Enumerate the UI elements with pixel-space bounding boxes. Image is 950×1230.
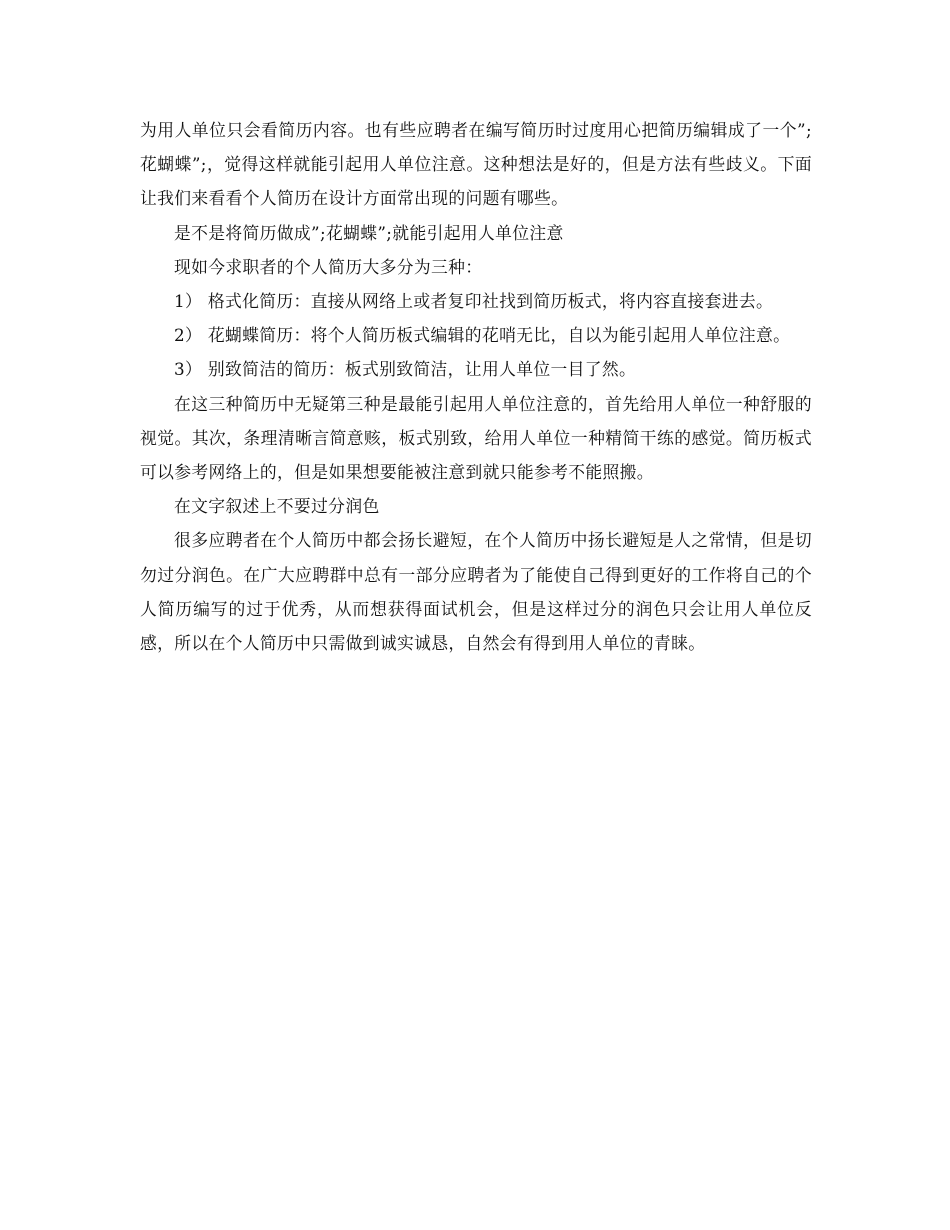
list-item-butterfly-resume: 2） 花蝴蝶简历：将个人简历板式编辑的花哨无比，自以为能引起用人单位注意。 <box>174 325 791 346</box>
paragraph-embellishment: 很多应聘者在个人简历中都会扬长避短，在个人简历中扬长避短是人之常情，但是切勿过分润色。在广大应聘群中总有一部分应聘者为了能使自己得到更好的工作将自己的个人简历编写的过于优秀，从而想获得面试机会，但是这样过分的润色只会让用人单位反感，所以在个人简历中只需做到诚实诚恳，自然会有得到用人单位的青睐。 <box>140 530 812 654</box>
paragraph-intro-continued: 为用人单位只会看简历内容。也有些应聘者在编写简历时过度用心把简历编辑成了一个”;花蝴蝶”;，觉得这样就能引起用人单位注意。这种想法是好的，但是方法有些歧义。下面让我们来看看个人简历在设计方面常出现的问题有哪些。 <box>140 120 812 209</box>
list-item-formatted-resume: 1） 格式化简历：直接从网络上或者复印社找到简历板式，将内容直接套进去。 <box>174 291 774 312</box>
paragraph-three-types: 现如今求职者的个人简历大多分为三种： <box>174 256 483 277</box>
paragraph-third-type-best: 在这三种简历中无疑第三种是最能引起用人单位注意的，首先给用人单位一种舒服的视觉。其次，条理清晰言简意赅，板式别致，给用人单位一种精简干练的感觉。简历板式可以参考网络上的，但是如果想要能被注意到就只能参考不能照搬。 <box>140 393 812 483</box>
section-heading-no-embellishment: 在文字叙述上不要过分润色 <box>174 496 380 517</box>
list-item-concise-resume: 3） 别致简洁的简历：板式别致简洁，让用人单位一目了然。 <box>174 359 637 380</box>
section-heading-butterfly-resume: 是不是将简历做成”;花蝴蝶”;就能引起用人单位注意 <box>174 222 564 243</box>
document-body <box>140 113 812 660</box>
